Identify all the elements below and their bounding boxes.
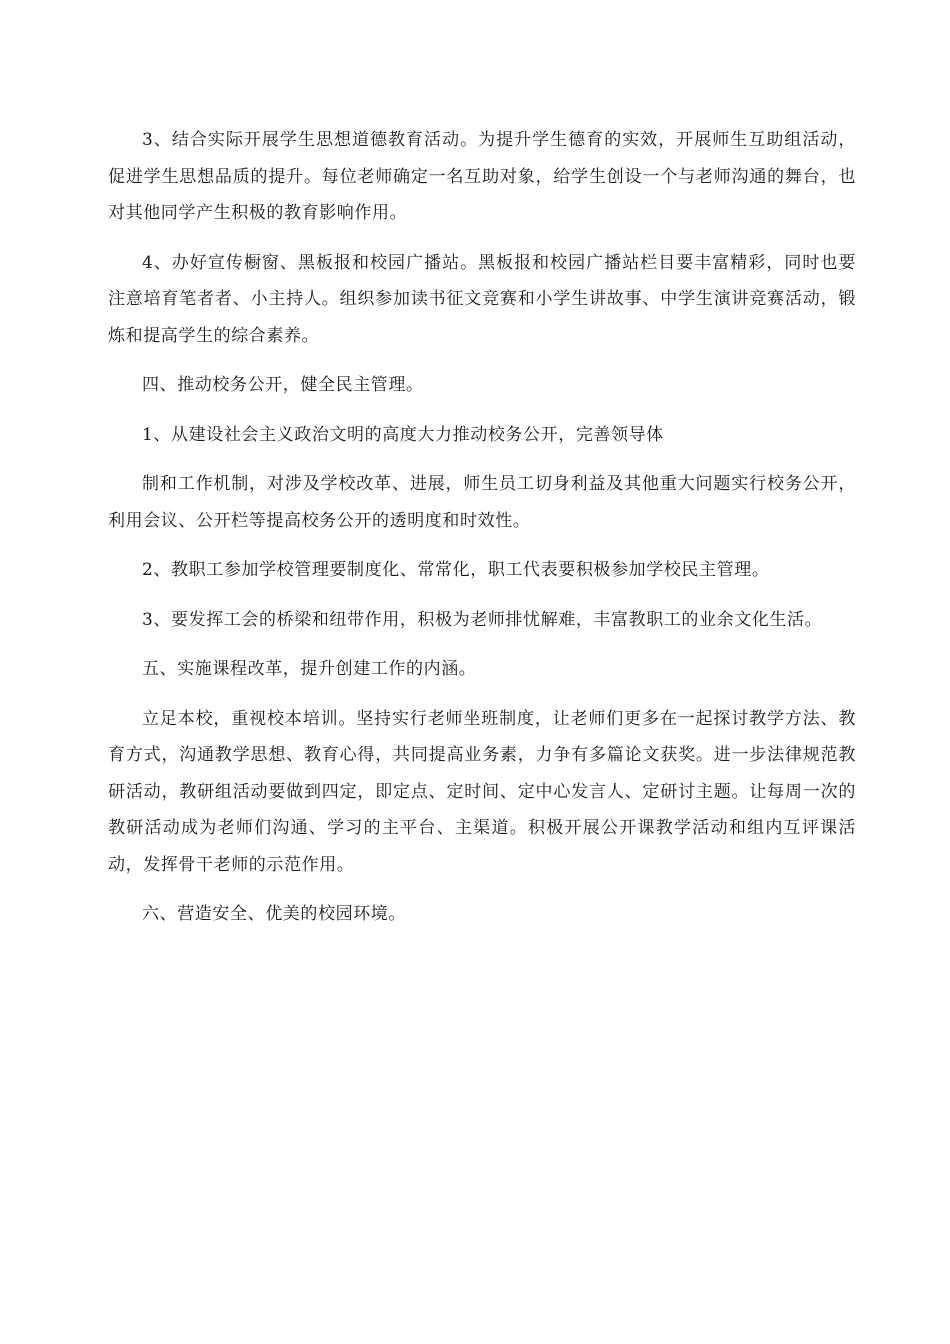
paragraph-continuation: 制和工作机制，对涉及学校改革、进展，师生员工切身利益及其他重大问题实行校务公开，利用会议、公开栏等提高校务公开的透明度和时效性。 (108, 474, 856, 531)
section-heading-4: 四、推动校务公开，健全民主管理。 (142, 375, 424, 395)
paragraph-item-3-union: 3、要发挥工会的桥梁和纽带作用，积极为老师排忧解难，丰富教职工的业余文化生活。 (142, 609, 823, 630)
section-heading-6: 六、营造安全、优美的校园环境。 (142, 904, 406, 924)
paragraph-item-4-publicity: 4、办好宣传橱窗、黑板报和校园广播站。黑板报和校园广播站栏目要丰富精彩，同时也要注意培育笔者者、小主持人。组织参加读书征文竞赛和小学生讲故事、中学生演讲竞赛活动，锻炼和提高学生的综合素养。 (108, 252, 856, 346)
paragraph-item-1-affairs-open: 1、从建设社会主义政治文明的高度大力推动校务公开，完善领导体 (142, 424, 664, 445)
paragraph-item-2-staff-management: 2、教职工参加学校管理要制度化、常常化，职工代表要积极参加学校民主管理。 (142, 560, 770, 580)
paragraph-school-training: 立足本校，重视校本培训。坚持实行老师坐班制度，让老师们更多在一起探讨教学方法、教育方式，沟通教学思想、教育心得，共同提高业务素，力争有多篇论文获奖。进一步法律规范教研活动，教研组活动要做到四定，即定点、定时间、定中心发言人、定研讨主题。让每周一次的教研活动成为老师们沟通、学习的主平台、主渠道。积极开展公开课教学活动和组内互评课活动，发挥骨干老师的示范作用。 (108, 708, 856, 875)
paragraph-item-3-moral-education: 3、结合实际开展学生思想道德教育活动。为提升学生德育的实效，开展师生互助组活动，促进学生思想品质的提升。每位老师确定一名互助对象，给学生创设一个与老师沟通的舞台，也对其他同学产生积极的教育影响作用。 (108, 130, 856, 223)
document-body (108, 122, 856, 946)
section-heading-5: 五、实施课程改革，提升创建工作的内涵。 (142, 659, 477, 679)
